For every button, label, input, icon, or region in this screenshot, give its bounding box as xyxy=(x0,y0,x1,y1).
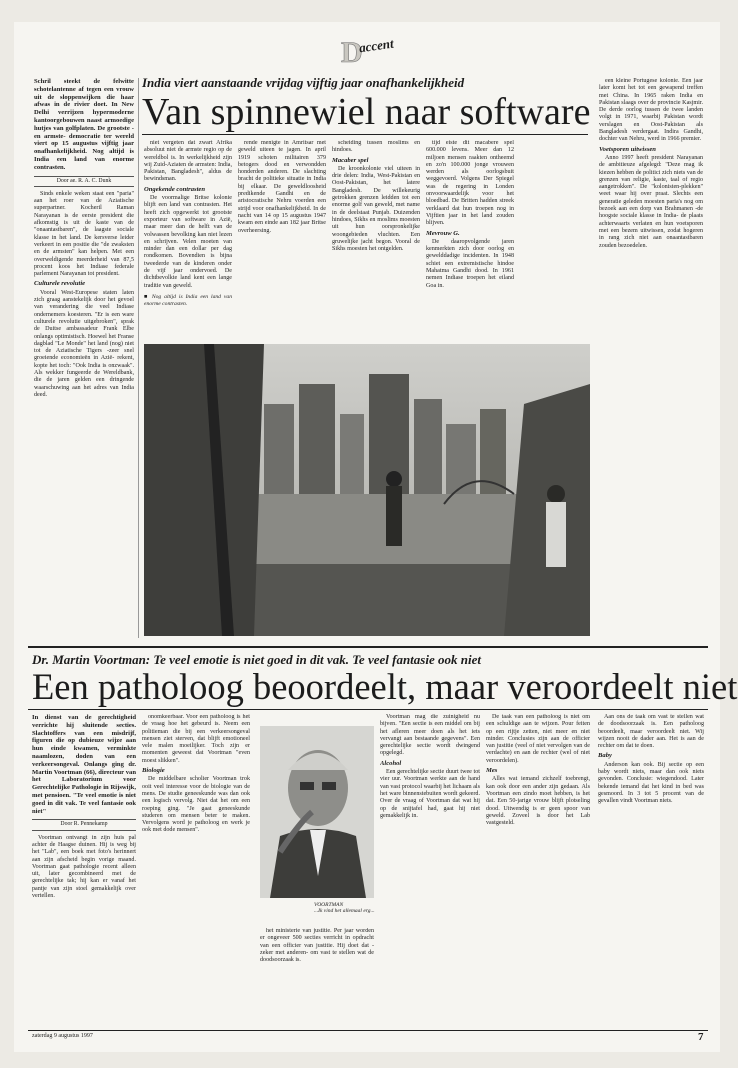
article2-lead: In dienst van de gerechtigheid verrichte hij sluitende secties. Slachtoffers van een misdrijf, figuren die op dubieuze wijze aan hun einde kwamen, verminkte naamlozen, doden van een verkeersongeval. Onlangs ging dr. Martin Voortman (66), directeur van het Laboratorium voor Gerechtelijke Pathologie in Rijswijk, met pensioen. "Te veel emotie is niet goed in dit vak. Te veel fantasie ook niet" xyxy=(32,714,136,815)
article2-col5-text: De taak van een patholoog is niet om een schuldige aan te wijzen. Pour feiten op een rijtje zetten, niet meer en niet minder. Conclusies zijn aan de officier van justitie (veel of niet vervolgen van de verdachte) en aan de rechter (wel of niet veroordelen). xyxy=(486,714,590,764)
article2-subhead-alcohol: Alcohol xyxy=(380,759,402,767)
article2-col2b-text: De middelbare scholier Voortman trok ooit veel interesse voor de biologie van de mens. De studie geneeskunde was dan ook een logisch vervolg. Niet dat het om een roeping ging. "Je gaat geneeskunde studeren om mensen beter te maken. Vervolgens word je patholoog en werk je ook met dode mensen". xyxy=(142,776,250,834)
article2-col4b-text: Een gerechtelijke sectie duurt twee tot vier uur. Voortman werkte aan de hand van vast protocol waarbij het lichaam als het ware binnenstebuiten wordt gekeerd. Over de vraag of Voortman dat wat hij op de snijtafel had, gaat hij niet gemakkelijk in. xyxy=(380,769,480,819)
column-divider xyxy=(138,78,139,638)
page-number: 7 xyxy=(698,1031,704,1043)
article2-col4-text: Voortman mag die zuinigheid nu bijven. "Een sectie is een middel om bij het afleren meer doen als het iets vervangt aan bestaande gegevens". Een gerechtelijke sectie wordt dwingend opgelegd. xyxy=(380,714,480,757)
article1-col4-text: scheiding tussen moslims en hindoes. xyxy=(332,140,420,154)
article2-kicker: Dr. Martin Voortman: Te veel emotie is niet goed in dit vak. Te veel fantasie ook niet xyxy=(32,652,481,667)
article1-column-4 xyxy=(332,140,420,358)
article2-col3-text: het ministerie van justitie. Per jaar worden er ongeveer 500 secties verricht in opdracht van een officier van justitie. Hij doet dat -zeker met anderen- om vast te stellen wat de doodsoorzaak is. xyxy=(260,928,374,964)
article2-headline-rule xyxy=(28,709,708,710)
article2-portrait-caption: VOORTMAN ...Ik vind het allemaal erg... xyxy=(314,902,375,914)
article1-photo-caption xyxy=(144,294,232,309)
article2-col2-text: onomkeerbaar. Voor een patholoog is het de vraag hoe het gebeurd is. Neem een politieman die bij een verkeersongeval mensen ziet sterven, dat blijft emotioneel vele malen moeilijker. Toch zijn er momenten geweest dat Voortman "even moest slikken". xyxy=(142,714,250,764)
article2-column-2 xyxy=(142,714,250,1024)
newspaper-page xyxy=(14,22,738,1052)
article2-portrait-voortman xyxy=(260,726,374,898)
article1-col5-text: tijd eiste dit macabere spel 600.000 levens. Meer dan 12 miljoen mensen raakten ontheemd en zo'n 100.000 jonge vrouwen werden als oorlogsbuit weggevoerd. Volgens Der Spiegel was de regering in Londen onvoorwaardelijk voor het bloedbad. De Britten hadden streek verklaard dat hun troepen nog in Vijftien jaar in het land zouden blijven. xyxy=(426,140,514,227)
article1-subhead-mevrouw: Mevrouw G. xyxy=(426,229,460,237)
article1-col6b-text: Anno 1997 heeft president Narayanan de ambitieuze afgelegd: "Deze mag ik kiezen hebben de politici zich niets van de grenzen van religie, kaste, taal of regio aangetrokken". De "kolonisten-plekken" weet waar hij over praat. Slechts een generatie geleden moesten paria's nog om bezoek aan een dorp van Brahmanen -de hoogste sociale klasse in India- de plaats achterwaarts verlaten en hun voetsporen met een bezem uitwissen, zodat hogeren in rang zich niet aan onaantastbaren zouden bezoedelen. xyxy=(599,154,703,249)
article1-column-1 xyxy=(34,78,134,638)
article1-column-2 xyxy=(144,140,232,358)
article1-col1b-text: Vooral West-Europese staten laten zich graag aanstekelijk door het gevoel van verandering die veel Indiase ondernemers koesteren. "Er is een ware culturele revolutie uitgebroken", sprak de Duitse ambassadeur Frank Elbe onlangs optimistisch. Hoewel het Franse dagblad "Le Monde" het land (nog) niet tot de Aziatische Tigers -zeer snel groeiende economieën in Azië- rekent, kopte het toch: "Ook India is onzwaak". Als wekker fungeerde de Wereldbank, die de jaren gelden een dringende waarschuwing aan het adres van India deed. xyxy=(34,289,134,398)
article1-subhead-culturele: Culturele revolutie xyxy=(34,280,86,288)
article1-col2-text: niet vergeten dat zwart Afrika absoluut niet de armste regio op de wereldbol is. In werkelijkheid zijn wij Zuid-Aziaten de armsten: India, Pakistan, Bangladesh", aldus de bewindsman. xyxy=(144,140,232,183)
article2-column-3 xyxy=(260,928,374,1024)
article1-col1-text: Sinds enkele weken staat een "paria" aan het roer van de Aziatische superpartner. Kocheril Raman Narayanan is de eerste president die afkomstig is uit de kaste van de "onaantastbaren", de laagste sociale klasse in het land. De kersverse leider verkeert in een positie die "de zwaksten en de armsten" kan helpen. Met een overweldigende meerderheid van 87,5 procent koos het Indiase federale parlement Narayanan tot president. xyxy=(34,190,134,278)
article1-column-6 xyxy=(599,78,703,638)
article1-photo-mumbai xyxy=(144,344,590,636)
article1-column-5 xyxy=(426,140,514,358)
article1-kicker: India viert aanstaande vrijdag vijftig jaar onafhankelijkheid xyxy=(142,75,465,90)
article2-column-4 xyxy=(380,714,480,1024)
article2-col6-text: Aan ons de taak om vast te stellen wat de doodsoorzaak is. Een patholoog beoordeelt, maar veroordeelt niet. Wij wijzen nooit de dader aan. Het is aan de rechter om dat te doen. xyxy=(598,714,704,750)
article1-column-3 xyxy=(238,140,326,358)
article2-headline: Een patholoog beoordeelt, maar veroordeelt niet xyxy=(32,666,738,707)
article2-subhead-biologie: Biologie xyxy=(142,767,165,775)
article1-lead: Schril steekt de felwitte schotelantenne af tegen een vrouw uit de sloppenwijken die haar afwas in de rivier doet. In New Delhi verrijzen hypermoderne kantoorgebouwen naast armoedige hutjes van golfplaten. De grootste -en armste- democratie ter wereld viert op 15 augustus vijftig jaar onafhankelijkheid. Nog altijd is India een land van enorme contrasten. xyxy=(34,78,134,171)
article1-headline-rule xyxy=(142,134,588,135)
article2-column-1 xyxy=(32,714,136,1024)
footer-date: zaterdag 9 augustus 1997 xyxy=(32,1033,93,1039)
svg-text:D: D xyxy=(341,36,363,69)
accent-logo-text: accent xyxy=(358,35,395,56)
article1-subhead-contrasten: Ongekende contrasten xyxy=(144,185,205,193)
article2-col6b-text: Anderson kan ook. Bij sectie op een baby wordt niets, maar dan ook niets gevonden. Conclusie: wiegendood. Later bekende iemand dat het kind in bed was gesmoord. In 3 tot 5 procent van de gevallen vindt Voortman niets. xyxy=(598,761,704,805)
skyline-photo-illustration xyxy=(144,344,590,636)
accent-logo xyxy=(337,36,407,72)
article2-column-6 xyxy=(598,714,704,1024)
article1-headline: Van spinnewiel naar software xyxy=(142,91,591,133)
caption-bullet-icon: ■ xyxy=(144,293,152,300)
section-divider xyxy=(28,646,708,648)
article1-col6-text: een kleine Portugese kolonie. Een jaar later komt het tot een gewapend treffen met China. In 1965 raken India en Pakistan slaags over de provincie Kasjmir. De derde oorlog tussen de twee landen volgt in 1971, waarbij Pakistan wordt verslagen en Oost-Pakistan als Bangladesh verdergaat. Indira Gandhi, dochter van Nehru, werd in 1966 premier. xyxy=(599,78,703,143)
portrait-illustration xyxy=(260,726,374,898)
article2-byline: Door R. Pennekamp xyxy=(32,819,136,830)
article1-col3-text: rende menigte in Amritsar met geweld uiteen te jagen. In april 1919 schoten militairen 379 betogers dood en verwondden honderden anderen. De slachting bracht de politieke situatie in India bij elkaar. De geweldloosheid predikende Gandhi en de aristocratische Nehru voerden een strijd voor onafhankelijkheid. In de nacht van 14 op 15 augustus 1947 kwam een einde aan 182 jaar Britse overheersing. xyxy=(238,140,326,234)
article2-column-5 xyxy=(486,714,590,1024)
footer-rule xyxy=(28,1030,708,1031)
article2-subhead-baby: Baby xyxy=(598,752,612,760)
article2-col1-text: Voortman ontvangt in zijn huis pal achter de Haagse duinen. Hij is weg bij het "Lab", een boek met foto's herinnert aan zijn afscheid begin vorige maand. Voortman gaat pathologie recent alleen uit, later gecombineerd met de gerechtelijke tak; hij kan er vanaf het pantje van zijn stoel gemakkelijk over vertellen. xyxy=(32,834,136,900)
article1-photo-caption-text: Nog altijd is India een land van enorme contrasten. xyxy=(144,293,232,308)
article1-subhead-macaber: Macaber spel xyxy=(332,156,369,164)
article1-subhead-voetsporen: Voetsporen uitwissen xyxy=(599,145,656,153)
article1-col4b-text: De kroonkolonie viel uiteen in drie delen: India, West-Pakistan en Oost-Pakistan, het latere Bangladesh. De willekeurig getrokken grenzen leidden tot een enorme golf van geweld, met name in de deelstaat Punjab. Duizenden hindoes, Sikhs en moslims moesten uit hun oorspronkelijke woongebieden vluchten. Een gruwelijke jacht begon. Vooral de Sikhs moesten het ontgelden. xyxy=(332,165,420,253)
article2-subhead-mes: Mes xyxy=(486,767,498,775)
article1-col2b-text: De voormalige Britse kolonie blijft een land van contrasten. Het heeft zich opgewerkt tot grootste exporteur van software in Azië, maar meer dan de helft van de volwassen bevolking kan niet lezen en schrijven. Velen moeten van minder dan een dollar per dag rondkomen. Bovendien is bijna tweederde van de kinderen onder de vijf jaar ondervoed. De dichtbevolkte land kent een lange traditie van geweld. xyxy=(144,195,232,289)
article2-col5b-text: Alles wat iemand zichzelf toebrengt, kan ook door een ander zijn gedaan. Als Voortman een zindo moet hebben, is het dat. Een 50-jarige vrouw blijft plotseling dood. Uitwendig is er geen spoor van geweld. Zoveel is door het Lab vastgesteld. xyxy=(486,776,590,827)
article1-col5b-text: De daaropvolgende jaren kenmerkten zich door oorlog en gewelddadige incidenten. In 1948 schiet een extremistische hindoe Mahatma Gandhi dood. In 1961 nemen Indiase troepen het eiland Goa in. xyxy=(426,238,514,289)
article1-byline: Door ae. R. A. C. Dunk xyxy=(34,176,134,187)
